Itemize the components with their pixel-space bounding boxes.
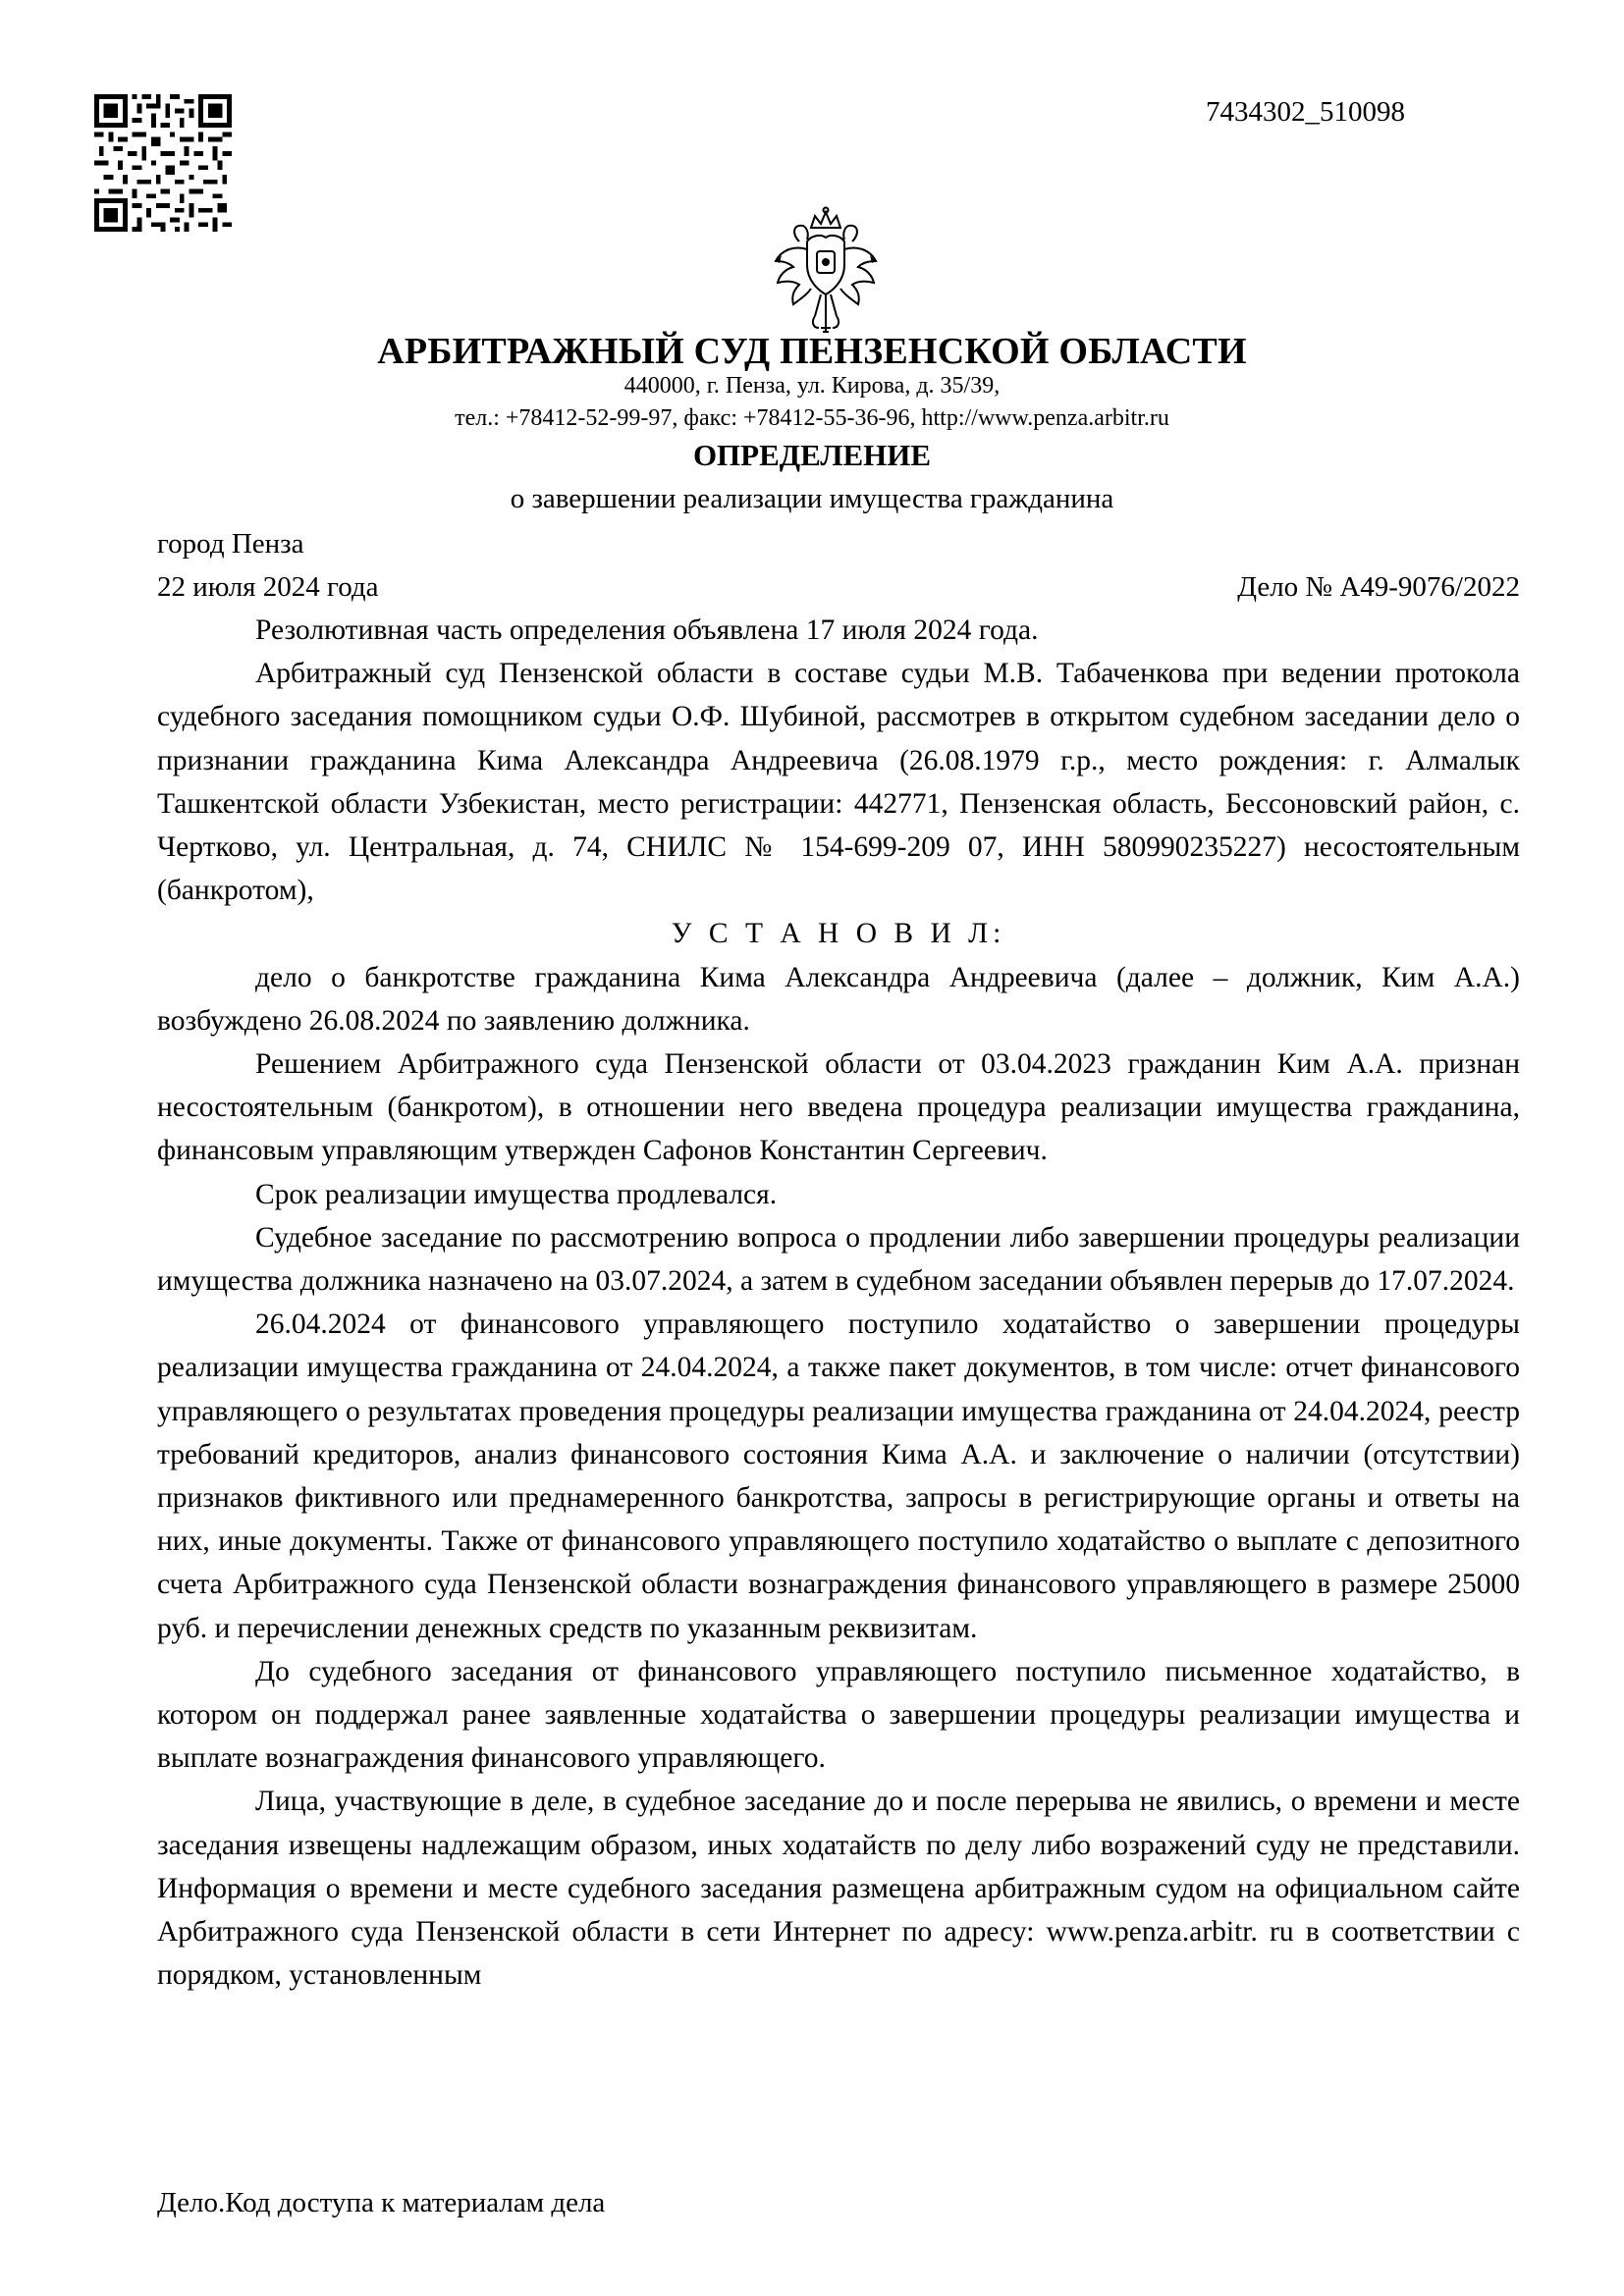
paragraph: Решением Арбитражного суда Пензенской области от 03.04.2023 гражданин Ким А.А. признан несостоятельным (банкротом), в отношении него введена процедура реализации имущества гражданина, финансовым управляющим утвержден Сафонов Константин Сергеевич. (157, 1048, 1520, 1167)
court-address: 440000, г. Пенза, ул. Кирова, д. 35/39, (623, 373, 1001, 399)
paragraph: дело о банкротстве гражданина Кима Александра Андреевича (далее – должник, Ким А.А.) возбуждено 26.08.2024 по заявлению должника. (157, 961, 1520, 1037)
city: город Пенза (157, 528, 304, 560)
coat-of-arms-emblem (772, 206, 880, 336)
footer-access-note: Дело.Код доступа к материалам дела (157, 2187, 606, 2218)
document-subtitle: о завершении реализации имущества гражданина (510, 483, 1114, 514)
paragraph: Арбитражный суд Пензенской области в составе судьи М.В. Табаченкова при ведении протокола судебного заседания помощником судьи О.Ф. Шубиной, рассмотрев в открытом судебном заседании дело о признании гражданина Кима Александра Андреевича (26.08.1979 г.р., место рождения: г. Алмалык Ташкентской области Узбекистан, место регистрации: 442771, Пензенская область, Бессоновский район, с. Чертково, ул. Центральная, д. 74, СНИЛС № 154-699-209 07, ИНН 580990235227) несостоятельным (банкротом), (157, 658, 1520, 907)
document-id: 7434302_510098 (1206, 96, 1405, 128)
document-title: ОПРЕДЕЛЕНИЕ (692, 438, 932, 472)
paragraph: Срок реализации имущества продлевался. (255, 1178, 778, 1210)
section-heading: У С Т А Н О В И Л: (671, 918, 1006, 950)
qr-code (94, 94, 232, 232)
paragraph: Лица, участвующие в деле, в судебное заседание до и после перерыва не явились, о времени и месте заседания извещены надлежащим образом, иных ходатайств по делу либо возражений суду не представили. Информация о времени и месте судебного заседания размещена арбитражным судом на официальном сайте Арбитражного суда Пензенской области в сети Интернет по адресу: www.penza.arbitr. ru в соответствии с порядком, установленным (157, 1786, 1520, 1992)
paragraph: Судебное заседание по рассмотрению вопроса о продлении либо завершении процедуры реализации имущества должника назначено на 03.07.2024, а затем в судебном заседании объявлен перерыв до 17.07.2024. (157, 1221, 1520, 1298)
court-name: АРБИТРАЖНЫЙ СУД ПЕНЗЕНСКОЙ ОБЛАСТИ (377, 331, 1247, 372)
paragraph: 26.04.2024 от финансового управляющего поступило ходатайство о завершении процедуры реализации имущества гражданина от 24.04.2024, а также пакет документов, в том числе: отчет финансового управляющего о результатах проведения процедуры реализации имущества гражданина от 24.04.2024, реестр требований кредиторов, анализ финансового состояния Кима А.А. и заключение о наличии (отсутствии) признаков фиктивного или преднамеренного банкротства, запросы в регистрирующие органы и ответы на них, иные документы. Также от финансового управляющего поступило ходатайство о выплате с депозитного счета Арбитражного суда Пензенской области вознаграждения финансового управляющего в размере 25000 руб. и перечислении денежных средств по указанным реквизитам. (157, 1308, 1520, 1644)
court-contacts: тел.: +78412-52-99-97, факс: +78412-55-36-96, http://www.penza.arbitr.ru (455, 405, 1169, 431)
document-body (157, 609, 1520, 1998)
document-date: 22 июля 2024 года (157, 571, 379, 603)
case-number: Дело № А49-9076/2022 (1237, 571, 1520, 603)
paragraph: До судебного заседания от финансового управляющего поступило письменное ходатайство, в котором он поддержал ранее заявленные ходатайства о завершении процедуры реализации имущества и выплате вознаграждения финансового управляющего. (157, 1655, 1520, 1775)
paragraph: Резолютивная часть определения объявлена 17 июля 2024 года. (255, 614, 1039, 646)
